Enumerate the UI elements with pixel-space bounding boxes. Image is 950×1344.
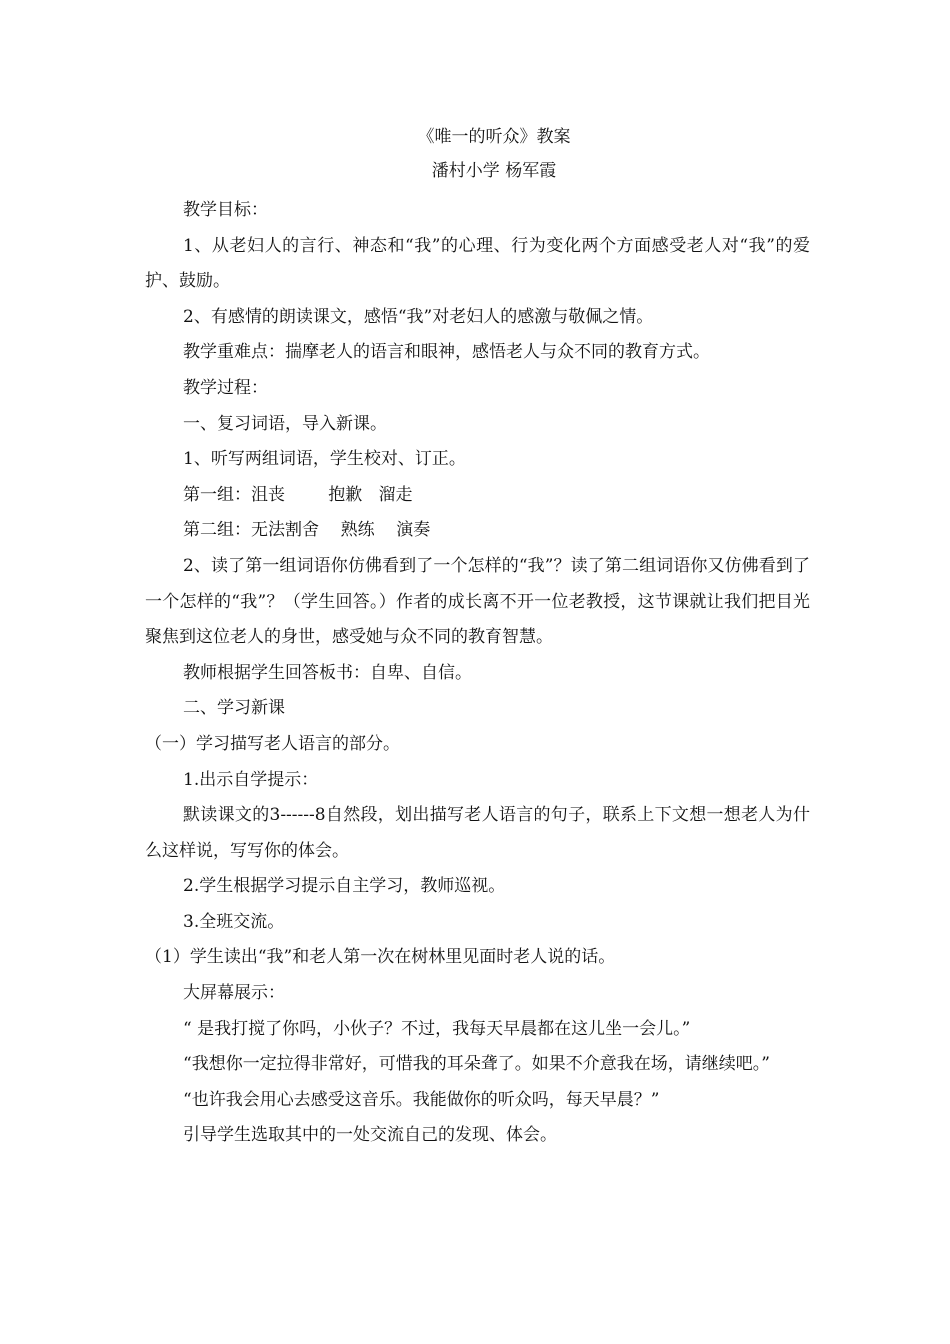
goal-item-1: 1、从老妇人的言行、神态和“我”的心理、行为变化两个方面感受老人对“我”的爱护、鼓励。 xyxy=(145,235,810,292)
key-difficulties: 教学重难点：揣摩老人的语言和眼神，感悟老人与众不同的教育方式。 xyxy=(183,342,710,363)
document-author: 潘村小学 杨军霞 xyxy=(431,161,557,181)
self-study-instructions: 默读课文的3------8自然段，划出描写老人语言的句子，联系上下文想一想老人为什么这样说，写写你的体会。 xyxy=(145,805,810,861)
screen-display-label: 大屏幕展示： xyxy=(183,983,285,1004)
word-group-1: 第一组：沮丧 抱歉 溜走 xyxy=(183,484,413,505)
step-class-exchange: 3.全班交流。 xyxy=(183,911,285,932)
step-reading-question: 2、读了第一组词语你仿佛看到了一个怎样的“我”？读了第二组词语你又仿佛看到了一个怎样的“我”？（学生回答。）作者的成长离不开一位老教授，这节课就让我们把目光聚焦到这位老人的身世，感受她与众不同的教育智慧。 xyxy=(145,555,810,648)
word-group-2: 第二组：无法割舍 熟练 演奏 xyxy=(183,520,431,541)
section-review: 一、复习词语，导入新课。 xyxy=(183,413,387,434)
step-self-study-tips: 1.出示自学提示： xyxy=(183,769,319,790)
document-body xyxy=(145,193,810,1154)
quote-2: “我想你一定拉得非常好，可惜我的耳朵聋了。如果不介意我在场，请继续吧。” xyxy=(183,1054,770,1075)
heading-teaching-goals: 教学目标： xyxy=(183,200,268,220)
goal-item-2: 2、有感情的朗读课文，感悟“我”对老妇人的感激与敬佩之情。 xyxy=(183,306,654,327)
quote-1: “ 是我打搅了你吗，小伙子？不过，我每天早晨都在这儿坐一会儿。” xyxy=(183,1018,691,1039)
section-new-lesson: 二、学习新课 xyxy=(183,698,285,719)
blackboard-note: 教师根据学生回答板书：自卑、自信。 xyxy=(183,662,472,683)
subsection-language: （一）学习描写老人语言的部分。 xyxy=(145,733,400,754)
step-dictation: 1、听写两组词语，学生校对、订正。 xyxy=(183,449,466,470)
guidance-note: 引导学生选取其中的一处交流自己的发现、体会。 xyxy=(183,1125,557,1146)
step-self-study: 2.学生根据学习提示自主学习，教师巡视。 xyxy=(183,876,506,897)
document-title: 《唯一的听众》教案 xyxy=(417,127,571,147)
heading-teaching-process: 教学过程： xyxy=(183,377,268,398)
exchange-item-1: （1）学生读出“我”和老人第一次在树林里见面时老人说的话。 xyxy=(145,947,616,968)
quote-3: “也许我会用心去感受这音乐。我能做你的听众吗，每天早晨？” xyxy=(183,1089,660,1110)
